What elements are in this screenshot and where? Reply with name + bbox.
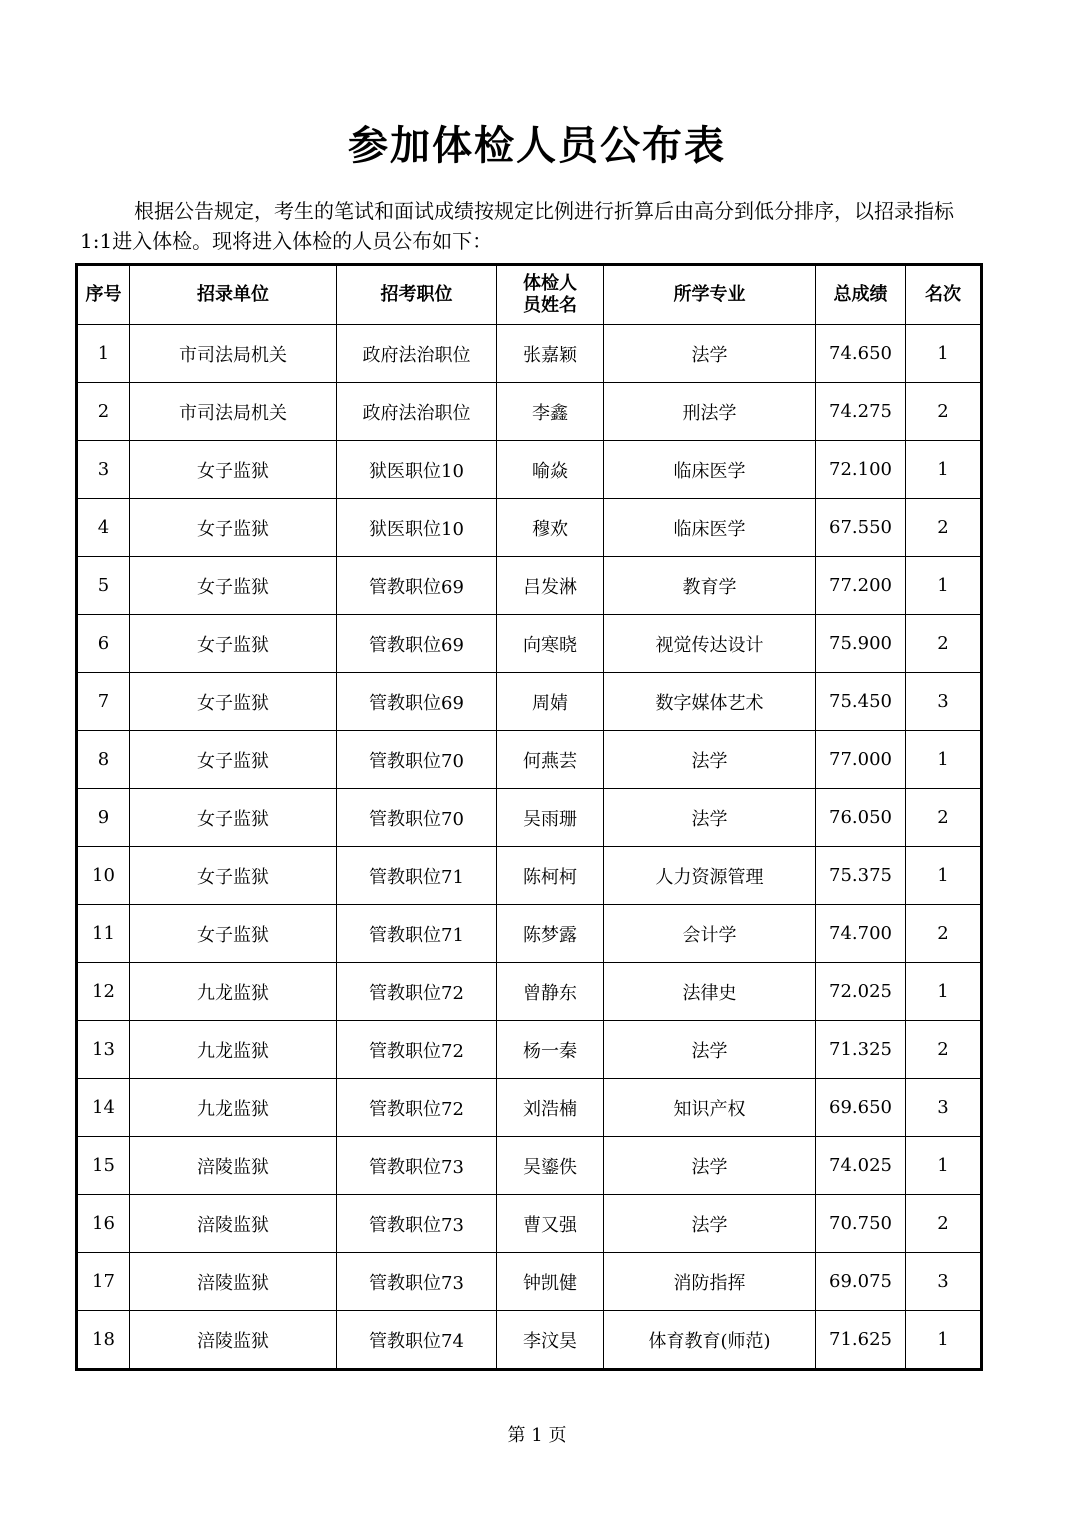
cell-name: 杨一秦: [497, 1021, 604, 1079]
cell-unit: 女子监狱: [130, 673, 337, 731]
cell-rank: 2: [906, 905, 982, 963]
cell-unit: 市司法局机关: [130, 325, 337, 383]
table-row: [77, 615, 982, 673]
cell-score: 75.375: [816, 847, 906, 905]
cell-rank: 3: [906, 1079, 982, 1137]
header-major: 所学专业: [604, 265, 816, 325]
header-name: 体检人员姓名: [523, 273, 577, 316]
cell-major: 消防指挥: [604, 1253, 816, 1311]
cell-major: 法学: [604, 789, 816, 847]
cell-unit: 女子监狱: [130, 789, 337, 847]
cell-name: 吴鎏佚: [497, 1137, 604, 1195]
cell-seq: 12: [77, 963, 130, 1021]
cell-major: 法学: [604, 1137, 816, 1195]
cell-position: 管教职位69: [337, 673, 497, 731]
cell-name: 陈梦露: [497, 905, 604, 963]
table-row: [77, 1137, 982, 1195]
cell-seq: 8: [77, 731, 130, 789]
cell-rank: 2: [906, 789, 982, 847]
cell-position: 管教职位70: [337, 789, 497, 847]
cell-name: 李汶昊: [497, 1311, 604, 1370]
cell-seq: 9: [77, 789, 130, 847]
table-row: [77, 1021, 982, 1079]
cell-major: 法学: [604, 1195, 816, 1253]
header-seq: 序号: [77, 265, 130, 325]
cell-score: 72.100: [816, 441, 906, 499]
cell-seq: 13: [77, 1021, 130, 1079]
header-score: 总成绩: [816, 265, 906, 325]
cell-major: 视觉传达设计: [604, 615, 816, 673]
cell-score: 67.550: [816, 499, 906, 557]
header-rank: 名次: [906, 265, 982, 325]
cell-unit: 女子监狱: [130, 441, 337, 499]
cell-name: 向寒晓: [497, 615, 604, 673]
cell-unit: 涪陵监狱: [130, 1253, 337, 1311]
cell-name: 张嘉颖: [497, 325, 604, 383]
cell-position: 政府法治职位: [337, 325, 497, 383]
table-row: [77, 905, 982, 963]
cell-name: 何燕芸: [497, 731, 604, 789]
cell-unit: 女子监狱: [130, 615, 337, 673]
table-row: [77, 1311, 982, 1370]
table-body: [77, 325, 982, 1370]
cell-rank: 2: [906, 499, 982, 557]
cell-score: 75.900: [816, 615, 906, 673]
table-row: [77, 1195, 982, 1253]
cell-position: 管教职位72: [337, 1021, 497, 1079]
cell-rank: 1: [906, 963, 982, 1021]
cell-rank: 2: [906, 1195, 982, 1253]
table-header-row: [77, 265, 982, 325]
table-row: [77, 325, 982, 383]
cell-name: 吕发淋: [497, 557, 604, 615]
cell-score: 70.750: [816, 1195, 906, 1253]
cell-score: 69.075: [816, 1253, 906, 1311]
cell-score: 71.325: [816, 1021, 906, 1079]
cell-unit: 九龙监狱: [130, 963, 337, 1021]
cell-seq: 14: [77, 1079, 130, 1137]
cell-rank: 2: [906, 383, 982, 441]
cell-name: 喻焱: [497, 441, 604, 499]
cell-position: 管教职位73: [337, 1137, 497, 1195]
cell-seq: 5: [77, 557, 130, 615]
cell-seq: 2: [77, 383, 130, 441]
cell-seq: 10: [77, 847, 130, 905]
cell-major: 教育学: [604, 557, 816, 615]
cell-rank: 1: [906, 1137, 982, 1195]
cell-seq: 16: [77, 1195, 130, 1253]
cell-unit: 市司法局机关: [130, 383, 337, 441]
cell-unit: 女子监狱: [130, 847, 337, 905]
cell-seq: 6: [77, 615, 130, 673]
table-row: [77, 673, 982, 731]
page-number: 第 1 页: [507, 1425, 567, 1446]
cell-major: 刑法学: [604, 383, 816, 441]
cell-major: 临床医学: [604, 499, 816, 557]
cell-major: 临床医学: [604, 441, 816, 499]
cell-position: 管教职位71: [337, 847, 497, 905]
cell-major: 人力资源管理: [604, 847, 816, 905]
cell-name: 李鑫: [497, 383, 604, 441]
cell-position: 管教职位74: [337, 1311, 497, 1370]
header-unit: 招录单位: [130, 265, 337, 325]
cell-unit: 女子监狱: [130, 905, 337, 963]
cell-position: 管教职位72: [337, 963, 497, 1021]
cell-seq: 11: [77, 905, 130, 963]
cell-rank: 1: [906, 1311, 982, 1370]
header-position: 招考职位: [337, 265, 497, 325]
cell-seq: 18: [77, 1311, 130, 1370]
cell-major: 法学: [604, 731, 816, 789]
header-name-cell: [497, 265, 604, 325]
cell-score: 69.650: [816, 1079, 906, 1137]
cell-rank: 1: [906, 847, 982, 905]
cell-unit: 女子监狱: [130, 557, 337, 615]
intro-paragraph: 根据公告规定，考生的笔试和面试成绩按规定比例进行折算后由高分到低分排序，以招录指标1:1进入体检。现将进入体检的人员公布如下：: [80, 199, 954, 253]
cell-position: 管教职位71: [337, 905, 497, 963]
cell-unit: 涪陵监狱: [130, 1195, 337, 1253]
cell-unit: 女子监狱: [130, 499, 337, 557]
cell-position: 政府法治职位: [337, 383, 497, 441]
table-row: [77, 441, 982, 499]
cell-rank: 3: [906, 1253, 982, 1311]
cell-position: 管教职位72: [337, 1079, 497, 1137]
cell-score: 77.200: [816, 557, 906, 615]
cell-score: 74.700: [816, 905, 906, 963]
table-row: [77, 847, 982, 905]
table-row: [77, 731, 982, 789]
cell-major: 数字媒体艺术: [604, 673, 816, 731]
cell-position: 管教职位73: [337, 1195, 497, 1253]
cell-unit: 涪陵监狱: [130, 1137, 337, 1195]
cell-position: 管教职位69: [337, 615, 497, 673]
cell-name: 曾静东: [497, 963, 604, 1021]
cell-rank: 1: [906, 325, 982, 383]
cell-major: 法学: [604, 1021, 816, 1079]
cell-score: 74.650: [816, 325, 906, 383]
cell-name: 刘浩楠: [497, 1079, 604, 1137]
cell-name: 钟凯健: [497, 1253, 604, 1311]
cell-position: 管教职位69: [337, 557, 497, 615]
cell-seq: 1: [77, 325, 130, 383]
cell-score: 74.025: [816, 1137, 906, 1195]
cell-seq: 15: [77, 1137, 130, 1195]
cell-rank: 2: [906, 615, 982, 673]
cell-unit: 九龙监狱: [130, 1079, 337, 1137]
cell-rank: 1: [906, 441, 982, 499]
cell-position: 管教职位73: [337, 1253, 497, 1311]
cell-position: 狱医职位10: [337, 441, 497, 499]
cell-rank: 1: [906, 731, 982, 789]
cell-position: 管教职位70: [337, 731, 497, 789]
table-row: [77, 499, 982, 557]
table-row: [77, 789, 982, 847]
cell-rank: 3: [906, 673, 982, 731]
cell-major: 法学: [604, 325, 816, 383]
cell-major: 体育教育(师范): [604, 1311, 816, 1370]
cell-seq: 17: [77, 1253, 130, 1311]
table-row: [77, 557, 982, 615]
cell-name: 穆欢: [497, 499, 604, 557]
table-row: [77, 383, 982, 441]
cell-rank: 1: [906, 557, 982, 615]
cell-name: 陈柯柯: [497, 847, 604, 905]
cell-score: 72.025: [816, 963, 906, 1021]
table-row: [77, 1079, 982, 1137]
cell-major: 会计学: [604, 905, 816, 963]
cell-major: 知识产权: [604, 1079, 816, 1137]
cell-name: 周婧: [497, 673, 604, 731]
cell-rank: 2: [906, 1021, 982, 1079]
cell-major: 法律史: [604, 963, 816, 1021]
cell-name: 曹又强: [497, 1195, 604, 1253]
cell-score: 71.625: [816, 1311, 906, 1370]
cell-unit: 九龙监狱: [130, 1021, 337, 1079]
candidate-table: [75, 263, 983, 1371]
cell-seq: 7: [77, 673, 130, 731]
cell-seq: 4: [77, 499, 130, 557]
cell-position: 狱医职位10: [337, 499, 497, 557]
table-row: [77, 1253, 982, 1311]
cell-score: 76.050: [816, 789, 906, 847]
cell-score: 74.275: [816, 383, 906, 441]
cell-score: 75.450: [816, 673, 906, 731]
page-title: 参加体检人员公布表: [348, 123, 726, 169]
cell-unit: 女子监狱: [130, 731, 337, 789]
cell-score: 77.000: [816, 731, 906, 789]
cell-seq: 3: [77, 441, 130, 499]
table-row: [77, 963, 982, 1021]
cell-name: 吴雨珊: [497, 789, 604, 847]
cell-unit: 涪陵监狱: [130, 1311, 337, 1370]
